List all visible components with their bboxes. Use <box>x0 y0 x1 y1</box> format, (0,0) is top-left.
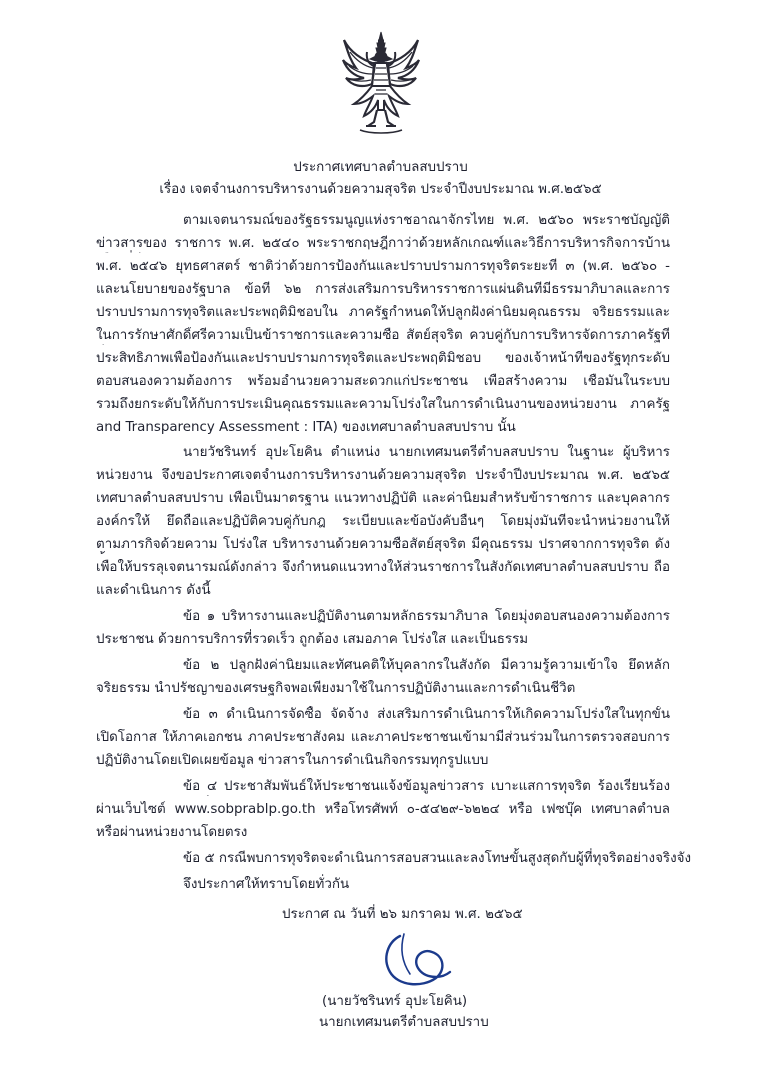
handwritten-signature-icon <box>378 928 460 994</box>
paragraph-1-line: and Transparency Assessment : ITA) ของเทศบาลตำบลสบปราบ นั้น <box>96 420 516 435</box>
item-1-line: ประชาชน ด้วยการบริการที่รวดเร็ว ถูกต้อง เสมอภาค โปร่งใส และเป็นธรรม <box>96 632 529 647</box>
paragraph-2-line: หน่วยงาน จึงขอประกาศเจตจำนงการบริหารงานด้วยความสุจริต ประจำปีงบประมาณ พ.ศ. ๒๕๖๕ <box>96 468 670 483</box>
paragraph-1-line: และนโยบายของรัฐบาล ข้อที่ ๖๒ การส่งเสริมการบริหารราชการแผ่นดินที่มีธรรมาภิบาลและการ <box>96 282 670 297</box>
announcement-subject: เรื่อง เจตจำนงการบริหารงานด้วยความสุจริต ประจำปีงบประมาณ พ.ศ.๒๕๖๕ <box>159 182 602 197</box>
paragraph-1-line: ตอบสนองความต้องการ พร้อมอำนวยความสะดวกแก่ประชาชน เพื่อสร้างความ เชื่อมั่นในระบบ <box>96 374 670 389</box>
item-2-line: จริยธรรม นำปรัชญาของเศรษฐกิจพอเพียงมาใช้ในการปฏิบัติงานและการดำเนินชีวิต <box>96 681 576 696</box>
paragraph-1-line: ข่าวสารของ ราชการ พ.ศ. ๒๕๔๐ พระราชกฤษฎีกาว่าด้วยหลักเกณฑ์และวิธีการบริหารกิจการบ้าน <box>96 236 670 251</box>
item-3-line: ข้อ ๓ ดำเนินการจัดซื้อ จัดจ้าง ส่งเสริมการดำเนินการให้เกิดความโปร่งใสในทุกขั้น <box>183 707 670 722</box>
paragraph-1-line: รวมถึงยกระดับให้กับการประเมินคุณธรรมและความโปร่งใสในการดำเนินงานของหน่วยงาน ภาครัฐ <box>96 397 670 412</box>
paragraph-2-line: องค์กรให้ ยึดถือและปฏิบัติควบคู่กับกฎ ระเบียบและข้อบังคับอื่นๆ โดยมุ่งมั่นที่จะนำหน่วยงานให้ <box>96 514 670 529</box>
paragraph-2-line: เพื่อให้บรรลุเจตนารมณ์ดังกล่าว จึงกำหนดแนวทางให้ส่วนราชการในสังกัดเทศบาลตำบลสบปราบ ถือ <box>96 560 670 575</box>
item-3-line: ปฏิบัติงานโดยเปิดเผยข้อมูล ข่าวสารในการดำเนินกิจกรรมทุกรูปแบบ <box>96 753 489 768</box>
paragraph-1-line: ประสิทธิภาพเพื่อป้องกันและปราบปรามการทุจริตและประพฤติมิชอบ ของเจ้าหน้าที่ของรัฐทุกระดับ <box>96 351 670 366</box>
item-1-line: ข้อ ๑ บริหารงานและปฏิบัติงานตามหลักธรรมาภิบาล โดยมุ่งตอบสนองความต้องการ <box>183 609 670 624</box>
item-3-line: เปิดโอกาส ให้ภาคเอกชน ภาคประชาสังคม และภาคประชาชนเข้ามามีส่วนร่วมในการตรวจสอบการ <box>96 730 670 745</box>
announcement-date: ประกาศ ณ วันที่ ๒๖ มกราคม พ.ศ. ๒๕๖๕ <box>282 907 523 922</box>
item-5-line: ข้อ ๕ กรณีพบการทุจริตจะดำเนินการสอบสวนและลงโทษขั้นสูงสุดกับผู้ที่ทุจริตอย่างจริงจัง <box>183 851 692 866</box>
paragraph-1-line: ตามเจตนารมณ์ของรัฐธรรมนูญแห่งราชอาณาจักรไทย พ.ศ. ๒๕๖๐ พระราชบัญญัติ <box>183 213 670 228</box>
item-2-line: ข้อ ๒ ปลูกฝังค่านิยมและทัศนคติให้บุคลากรในสังกัด มีความรู้ความเข้าใจ ยึดหลัก <box>183 658 670 673</box>
signer-position: นายกเทศมนตรีตำบลสบปราบ <box>319 1015 489 1030</box>
garuda-emblem-icon <box>340 30 422 136</box>
paragraph-1-line: ปราบปรามการทุจริตและประพฤติมิชอบใน ภาครัฐกำหนดให้ปลูกฝังค่านิยมคุณธรรม จริยธรรมและ <box>96 305 670 320</box>
announcement-title: ประกาศเทศบาลตำบลสบปราบ <box>293 160 468 175</box>
item-4-line: หรือผ่านหน่วยงานโดยตรง <box>96 825 248 840</box>
paragraph-2-line: นายวัชรินทร์ อุปะโยคิน ตำแหน่ง นายกเทศมนตรีตำบลสบปราบ ในฐานะ ผู้บริหาร <box>183 445 670 460</box>
item-4-line: ผ่านเว็บไซต์ www.sobprablp.go.th หรือโทรศัพท์ ๐-๕๔๒๙-๖๒๒๔ หรือ เฟซบุ๊ค เทศบาลตำบล <box>96 802 670 817</box>
item-4-line: ข้อ ๔ ประชาสัมพันธ์ให้ประชาชนแจ้งข้อมูลข่าวสาร เบาะแสการทุจริต ร้องเรียนร้อง <box>183 779 670 794</box>
paragraph-2-line: และดำเนินการ ดังนี้ <box>96 583 211 598</box>
closing-statement: จึงประกาศให้ทราบโดยทั่วกัน <box>183 877 350 892</box>
paragraph-2-line: ตามภารกิจด้วยความ โปร่งใส บริหารงานด้วยความซื่อสัตย์สุจริต มีคุณธรรม ปราศจากการทุจริต ดัง <box>96 537 670 552</box>
signer-name: (นายวัชรินทร์ อุปะโยคิน) <box>322 994 468 1009</box>
paragraph-2-line: เทศบาลตำบลสบปราบ เพื่อเป็นมาตรฐาน แนวทางปฏิบัติ และค่านิยมสำหรับข้าราชการ และบุคลากร <box>96 491 670 506</box>
paragraph-1-line: ในการรักษาศักดิ์ศรีความเป็นข้าราชการและความซื่อ สัตย์สุจริต ควบคู่กับการบริหารจัดการภาครัฐที่ <box>96 328 670 343</box>
paragraph-1-line: พ.ศ. ๒๕๔๖ ยุทธศาสตร์ ชาติว่าด้วยการป้องกันและปราบปรามการทุจริตระยะที่ ๓ (พ.ศ. ๒๕๖๐ - <box>96 259 670 274</box>
